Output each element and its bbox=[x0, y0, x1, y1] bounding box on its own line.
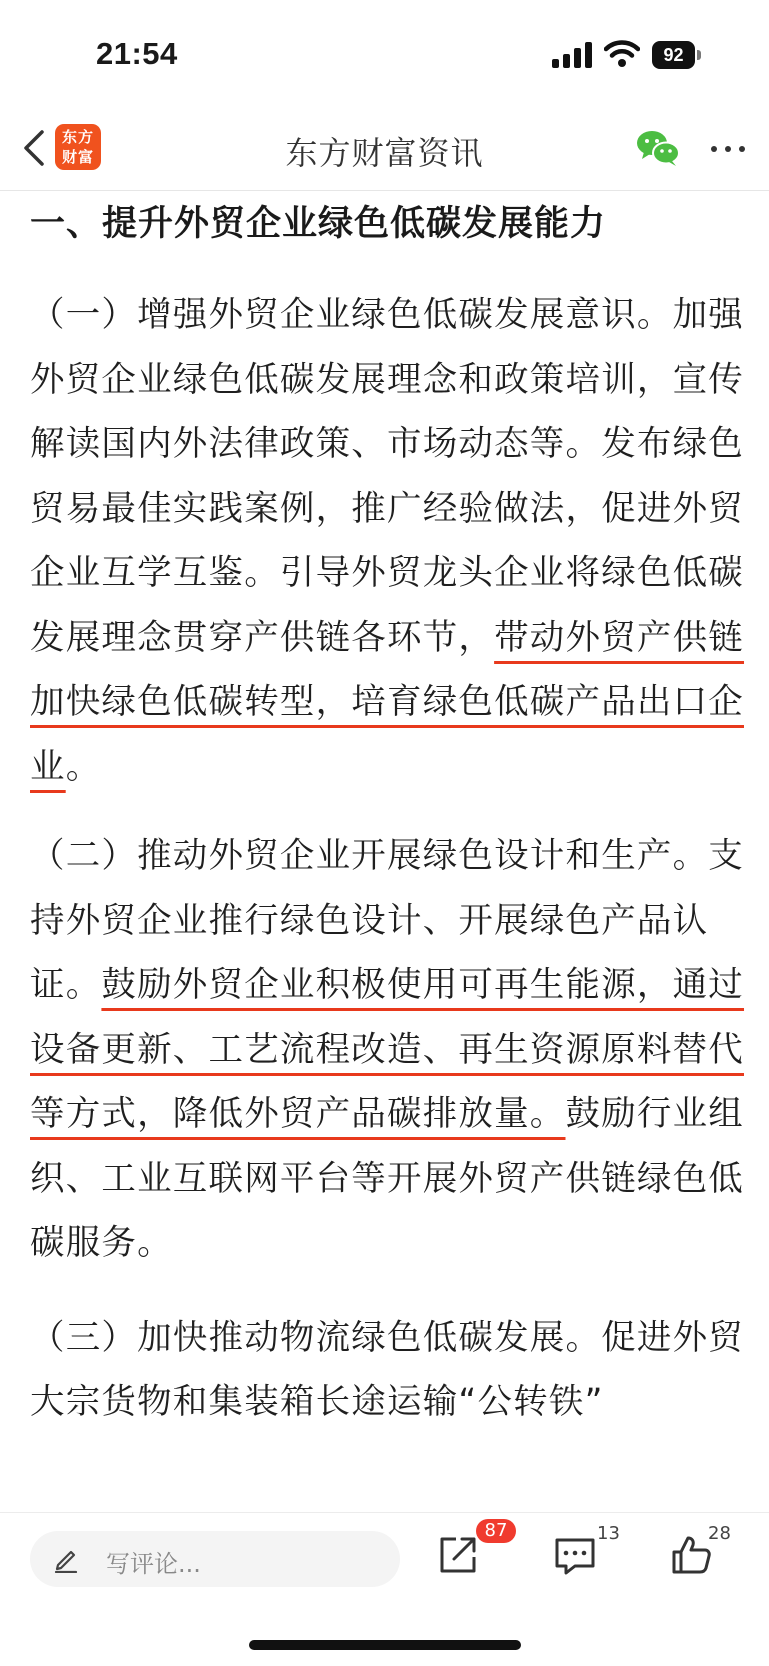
battery-icon bbox=[652, 41, 700, 69]
like-count: 28 bbox=[708, 1523, 731, 1544]
p1-text: （一）增强外贸企业绿色低碳发展意识。加强外贸企业绿色低碳发展理念和政策培训，宣传解读国内外法律政策、市场动态等。发布绿色贸易最佳实践案例，推广经验做法，促进外贸企业互学互鉴。引导外贸龙头企业将绿色低碳发展理念贯穿产供链各环节， bbox=[30, 295, 744, 658]
comment-input[interactable] bbox=[30, 1531, 400, 1587]
section-heading: 一、提升外贸企业绿色低碳发展能力 bbox=[30, 204, 607, 244]
p3-text: （三）加快推动物流绿色低碳发展。促进外贸大宗货物和集装箱长途运输“公转铁” bbox=[30, 1317, 744, 1422]
logo-line-2: 财富 bbox=[61, 148, 94, 166]
p2-text: （二）推动外贸企业开展绿色设计和生产。支持外贸企业推行绿色设计、开展绿色产品认证。 bbox=[30, 836, 744, 1005]
nav-title: 东方财富资讯 bbox=[285, 134, 484, 172]
wechat-share-icon[interactable] bbox=[636, 128, 680, 168]
article-body bbox=[30, 190, 745, 1435]
p1-highlight: 带动外贸产供链加快绿色低碳转型，培育绿色低碳产品出口企业 bbox=[30, 617, 745, 787]
battery-level: 92 bbox=[652, 41, 695, 69]
cellular-signal-icon bbox=[552, 42, 594, 68]
comment-placeholder: 写评论... bbox=[106, 1550, 201, 1578]
paragraph-1 bbox=[30, 283, 745, 799]
comment-count: 13 bbox=[597, 1523, 620, 1544]
p2-text-end: 鼓励行业组织、工业互联网平台等开展外贸产供链绿色低碳服务。 bbox=[30, 1094, 744, 1263]
home-indicator bbox=[249, 1640, 521, 1650]
p2-highlight: 鼓励外贸企业积极使用可再生能源，通过设备更新、工艺流程改造、再生资源原料替代等方式，降低外贸产品碳排放量。 bbox=[30, 965, 745, 1134]
p1-text-end: 。 bbox=[65, 746, 102, 787]
paragraph-3 bbox=[30, 1306, 745, 1435]
logo-line-1: 东方 bbox=[61, 128, 94, 146]
share-icon[interactable] bbox=[436, 1533, 480, 1577]
pen-icon bbox=[52, 1545, 80, 1573]
nav-bar bbox=[0, 110, 769, 191]
status-bar bbox=[0, 0, 769, 110]
wifi-icon bbox=[604, 38, 640, 68]
more-options-icon[interactable] bbox=[708, 134, 748, 164]
comment-icon[interactable] bbox=[553, 1535, 597, 1577]
paragraph-2 bbox=[30, 824, 745, 1276]
share-count-badge: 87 bbox=[476, 1519, 516, 1543]
status-time: 21:54 bbox=[96, 36, 178, 71]
